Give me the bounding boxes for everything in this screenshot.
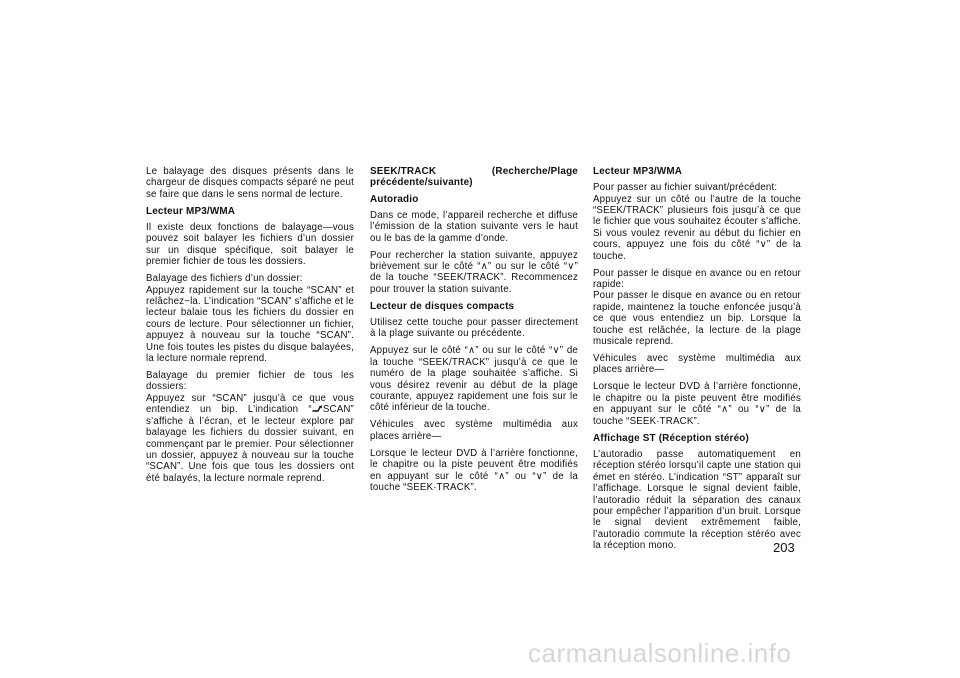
first-file-scan-text-b: SCAN” s’affiche à l’écran, et le lecteur explore par balayage les fichiers du dossier suivant, en commençant par le premier. Pour sélectionner un dossier, appuyez à nouveau sur la touche “SCAN”. Une fois que tous les dossiers ont été balayés, la lecture normale reprend. xyxy=(146,404,354,484)
paragraph-scan-functions: Il existe deux fonctions de balayage—vous pouvez soit balayer les fichiers d’un dossier sur un disque spécifique, soit balayer le premier fichier de tous les dossiers. xyxy=(146,222,354,268)
paragraph-rear-dvd: Lorsque le lecteur DVD à l’arrière fonctionne, le chapitre ou la piste peuvent être modifiés en appuyant sur le côté “∧” ou “∨” de la touche “SEEK·TRACK”. xyxy=(370,447,578,494)
column-middle xyxy=(370,166,578,499)
paragraph-track-select: Appuyez sur le côté “∧” ou sur le côté “∨” de la touche “SEEK/TRACK” jusqu’à ce que le numéro de la plage souhaitée s’affiche. Si vous désirez revenir au début de la plage courante, appuyez rapidement une fois sur le côté inférieur de la touche. xyxy=(370,345,578,414)
paragraph-disc-scan: Le balayage des disques présents dans le chargeur de disques compacts séparé ne peut se faire que dans le sens normal de lecture. xyxy=(146,166,354,200)
paragraph-folder-file-scan: Balayage des fichiers d’un dossier: Appuyez rapidement sur la touche “SCAN” et relâchez−la. L’indication “SCAN” s’affiche et le lecteur balaie tous les fichiers du dossier en cours de lecture. Pour sélectionner un fichier, appuyez à nouveau sur la touche “SCAN”. Une fois toutes les pistes du disque balayées, la lecture normale reprend. xyxy=(146,273,354,365)
paragraph-rear-dvd-2: Lorsque le lecteur DVD à l’arrière fonctionne, le chapitre ou la piste peuvent être modifiés en appuyant sur le côté “∧” ou “∨” de la touche “SEEK·TRACK”. xyxy=(593,381,801,427)
folder-arrow-icon xyxy=(312,405,323,412)
column-right xyxy=(593,166,801,557)
paragraph-seek-mode: Dans ce mode, l’appareil recherche et diffuse l’émission de la station suivante vers le haut ou le bas de la gamme d’onde. xyxy=(370,209,578,244)
heading-st-display: Affichage ST (Réception stéréo) xyxy=(593,432,749,444)
watermark: carmanualsonline.info xyxy=(528,638,792,668)
heading-cd-player: Lecteur de disques compacts xyxy=(370,300,515,312)
paragraph-next-prev-file: Pour passer au fichier suivant/précédent: Appuyez sur un côté ou l’autre de la touche “SEEK/TRACK” plusieurs fois jusqu’à ce que le fichier que vous souhaitez écouter s’affiche. Si vous voulez revenir au début du fichier en cours, appuyez une fois du côté “∨” de la touche. xyxy=(593,182,801,262)
page-number: 203 xyxy=(773,540,795,555)
paragraph-first-file-scan xyxy=(146,370,354,484)
paragraph-fast-forward: Pour passer le disque en avance ou en retour rapide: Pour passer le disque en avance ou en retour rapide, maintenez la touche enfoncée jusqu’à ce que vous entendiez un bip. Lorsque la touche est relâchée, la lecture de la plage musicale reprend. xyxy=(593,267,801,348)
paragraph-rear-multimedia: Véhicules avec système multimédia aux places arrière— xyxy=(370,419,578,442)
first-file-scan-text-a: Balayage du premier fichier de tous les dossiers: Appuyez sur “SCAN” jusqu’à ce que vous entendiez un bip. L’indication “ xyxy=(146,370,354,416)
heading-seek-track: SEEK/TRACK (Recherche/Plage précédente/suivante) xyxy=(370,166,578,189)
paragraph-track-skip: Utilisez cette touche pour passer directement à la plage suivante ou précédente. xyxy=(370,317,578,340)
column-left xyxy=(146,166,354,490)
heading-autoradio: Autoradio xyxy=(370,193,419,205)
paragraph-stereo-reception: L’autoradio passe automatiquement en réception stéréo lorsqu’il capte une station qui émet en stéréo. L’indication “ST” apparaît sur l’affichage. Lorsque le signal devient faible, l’autoradio réduit la séparation des canaux pour empêcher l’apparition d’un bruit. Lorsque le signal devient extrêmement faible, l’autoradio commute la réception stéréo avec la réception mono. xyxy=(593,448,801,552)
heading-mp3-wma: Lecteur MP3/WMA xyxy=(146,205,236,217)
heading-mp3-wma-2: Lecteur MP3/WMA xyxy=(593,166,683,177)
paragraph-rear-multimedia-2: Véhicules avec système multimédia aux places arrière— xyxy=(593,353,801,376)
paragraph-seek-station: Pour rechercher la station suivante, appuyez brièvement sur le côté “∧” ou sur le côté “∨” de la touche “SEEK/TRACK”. Recommencez pour trouver la station suivante. xyxy=(370,249,578,295)
